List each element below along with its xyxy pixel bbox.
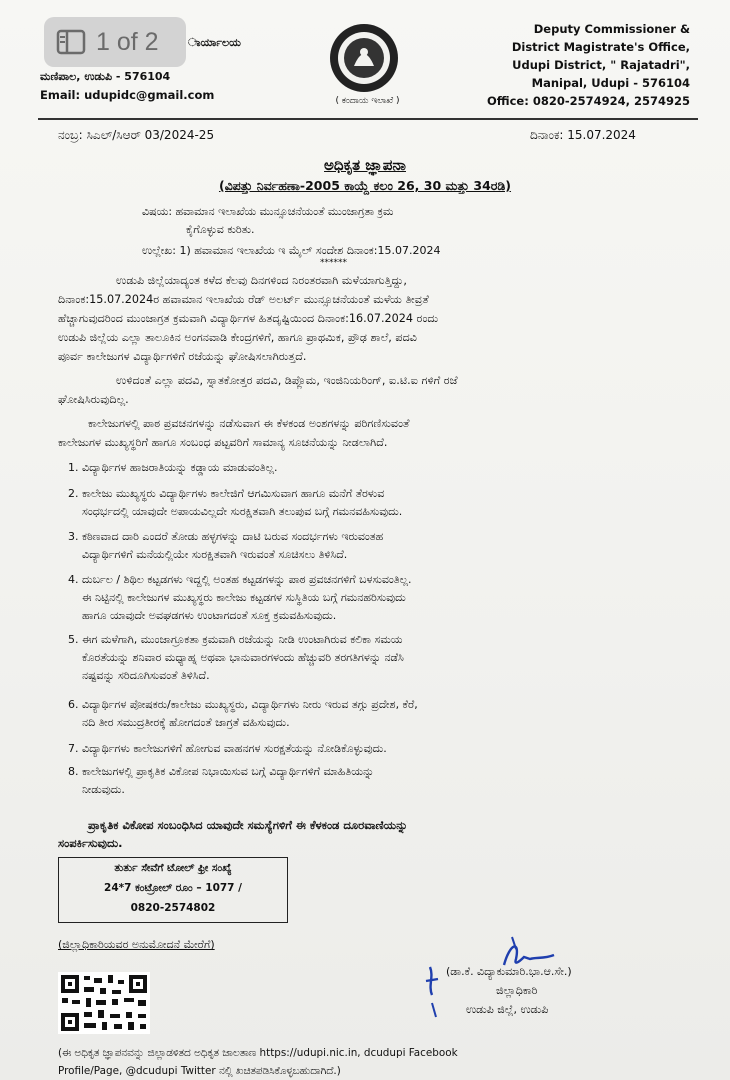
- header-line: Deputy Commissioner &: [533, 22, 690, 36]
- reference-number: ನಂಬ್ರ: ಸಿಎಲ್/ಸಿಆರ್ 03/2024-25: [58, 128, 215, 142]
- paragraph-line: ಕಾಲೇಜುಗಳಲ್ಲಿ ಪಾಠ ಪ್ರವಚನಗಳನ್ನು ನಡೆಸುವಾಗ ಈ ಕೆಳಕಂಡ ಅಂಶಗಳನ್ನು ಪರಿಗಣಿಸುವಂತೆ: [88, 417, 410, 430]
- helpline-line: 0820-2574802: [130, 902, 216, 914]
- paragraph-2: [58, 371, 686, 409]
- signatory-block: [446, 962, 572, 1019]
- item-number: 5.: [68, 633, 79, 646]
- office-address: ಮಣಿಪಾಲ, ಉಡುಪಿ - 576104: [40, 70, 171, 83]
- paragraph-line: ಉಡುಪಿ ಜಿಲ್ಲೆಯಾದ್ಯಂತ ಕಳೆದ ಕೆಲವು ದಿನಗಳಿಂದ ನಿರಂತರವಾಗಿ ಮಳೆಯಾಗುತ್ತಿದ್ದು,: [116, 274, 407, 287]
- paragraph-line: ಹೆಚ್ಚಾಗುವುದರಿಂದ ಮುಂಜಾಗ್ರತ ಕ್ರಮವಾಗಿ ವಿದ್ಯಾರ್ಥಿಗಳ ಹಿತದೃಷ್ಟಿಯಿಂದ ದಿನಾಂಕ:16.07.2024 ರಂದು: [58, 312, 439, 325]
- signatory-designation: ಜಿಲ್ಲಾಧಿಕಾರಿ: [496, 984, 538, 997]
- list-item: [68, 485, 692, 521]
- paragraph-line: ಉಡುಪಿ ಜಿಲ್ಲೆಯ ಎಲ್ಲಾ ತಾಲೂಕಿನ ಅಂಗನವಾಡಿ ಕೇಂದ್ರಗಳಿಗೆ, ಹಾಗೂ ಪ್ರಾಥಮಿಕ, ಪ್ರೌಢ ಶಾಲೆ, ಪದವಿ: [58, 331, 418, 344]
- item-number: 2.: [68, 487, 79, 500]
- footer-line: Profile/Page, @dcudupi Twitter ನಲ್ಲಿ ಖಚಿತಪಡಿಸಿಕೊಳ್ಳಬಹುದಾಗಿದೆ.): [58, 1065, 341, 1077]
- item-line: ವಿದ್ಯಾರ್ಥಿಗಳಿಗೆ ಮನೆಯಲ್ಲಿಯೇ ಸುರಕ್ಷಿತವಾಗಿ ಇರುವಂತೆ ಸೂಚಿಸಲು ತಿಳಿಸಿದೆ.: [82, 548, 348, 561]
- header-divider: [38, 118, 698, 120]
- item-line: ಸಂಧರ್ಭದಲ್ಲಿ ಯಾವುದೇ ಅಪಾಯವಿಲ್ಲದೇ ಸುರಕ್ಷಿತವಾಗಿ ತಲುಪುವ ಬಗ್ಗೆ ಗಮನವಹಿಸುವುದು.: [82, 505, 403, 518]
- header-line: Office: 0820-2574924, 2574925: [487, 94, 690, 108]
- paragraph-line: ದಿನಾಂಕ:15.07.2024ರ ಹವಾಮಾನ ಇಲಾಖೆಯ ರೆಡ್ ಅಲರ್ಟ್ ಮುನ್ಸೂಚನೆಯಂತೆ ಮಳೆಯ ತೀವ್ರತೆ: [58, 293, 429, 306]
- office-name-fragment: ಾರ್ಯಾಲಯ: [188, 36, 241, 49]
- list-item: [68, 740, 692, 758]
- signatory-name: (ಡಾ.ಕೆ. ವಿದ್ಯಾಕುಮಾರಿ.ಭಾ.ಆ.ಸೇ.): [446, 965, 572, 978]
- item-number: 1.: [68, 461, 79, 474]
- memo-title: ಅಧಿಕೃತ ಜ್ಞಾಪನಾ: [324, 156, 406, 174]
- separator-stars: ******: [320, 258, 347, 268]
- subject-line: ವಿಷಯ: ಹವಾಮಾನ ಇಲಾಖೆಯ ಮುನ್ಸೂಚನೆಯಂತೆ ಮುಂಜಾಗ್ರತಾ ಕ್ರಮ: [142, 205, 394, 218]
- header-line: District Magistrate's Office,: [511, 40, 690, 54]
- subject-line: ಕೈಗೊಳ್ಳುವ ಕುರಿತು.: [186, 223, 255, 236]
- office-header-right: [487, 20, 690, 110]
- paragraph-line: ಉಳಿದಂತೆ ಎಲ್ಲಾ ಪದವಿ, ಸ್ನಾತಕೋತ್ತರ ಪದವಿ, ಡಿಪ್ಲೊಮ, ಇಂಜಿನಿಯರಿಂಗ್, ಐ.ಟಿ.ಐ ಗಳಿಗೆ ರಜೆ: [116, 374, 458, 387]
- qr-code-icon[interactable]: [58, 972, 150, 1034]
- helpline-line: 24*7 ಕಂಟ್ರೋಲ್ ರೂಂ – 1077 /: [104, 882, 242, 894]
- header-line: Manipal, Udupi - 576104: [531, 76, 690, 90]
- item-line: ಕಾಲೇಜುಗಳಲ್ಲಿ ಪ್ರಾಕೃತಿಕ ವಿಕೋಪ ನಿಭಾಯಿಸುವ ಬಗ್ಗೆ ವಿದ್ಯಾರ್ಥಿಗಳಿಗೆ ಮಾಹಿತಿಯನ್ನು: [82, 765, 375, 778]
- office-email: Email: udupidc@gmail.com: [40, 88, 215, 102]
- item-number: 4.: [68, 573, 79, 586]
- page-layout-icon: [56, 29, 86, 55]
- paragraph-1: [58, 271, 686, 366]
- item-line: ಕೊರತೆಯನ್ನು ಶನಿವಾರ ಮಧ್ಯಾಹ್ನ ಅಥವಾ ಭಾನುವಾರಗಳಂದು ಹೆಚ್ಚುವರಿ ತರಗತಿಗಳನ್ನು ನಡೆಸಿ: [82, 651, 404, 664]
- item-line: ವಿದ್ಯಾರ್ಥಿಗಳು ಕಾಲೇಜುಗಳಿಗೆ ಹೋಗುವ ವಾಹನಗಳ ಸುರಕ್ಷತೆಯನ್ನು ನೋಡಿಕೊಳ್ಳುವುದು.: [82, 742, 387, 755]
- item-line: ಈಗ ಮಳೆಗಾಗಿ, ಮುಂಜಾಗ್ರೂಕತಾ ಕ್ರಮವಾಗಿ ರಜೆಯನ್ನು ನೀಡಿ ಉಂಟಾಗಿರುವ ಕಲಿಕಾ ಸಮಯ: [82, 633, 403, 646]
- item-number: 7.: [68, 742, 79, 755]
- header-line: Udupi District, " Rajatadri",: [512, 58, 690, 72]
- list-item: [68, 571, 692, 625]
- list-item: [68, 459, 692, 477]
- item-number: 6.: [68, 698, 79, 711]
- approval-note: (ಜಿಲ್ಲಾಧಿಕಾರಿಯವರ ಅನುಮೋದನೆ ಮೇರೆಗೆ): [58, 938, 215, 951]
- item-line: ಕಠಿಣವಾದ ದಾರಿ ಎಂದರೆ ತೋಡು ಹಳ್ಳಗಳನ್ನು ದಾಟಿ ಬರುವ ಸಂದರ್ಭಗಳು ಇರುವಂತಹ: [82, 530, 384, 543]
- item-line: ವಿದ್ಯಾರ್ಥಿಗಳ ಪೋಷಕರು/ಕಾಲೇಜು ಮುಖ್ಯಸ್ಥರು, ವಿದ್ಯಾರ್ಥಿಗಳು ನೀರು ಇರುವ ತಗ್ಗು ಪ್ರದೇಶ, ಕೆರೆ,: [82, 698, 418, 711]
- contact-line: ಸಂಪರ್ಕಿಸುವುದು.: [58, 836, 123, 850]
- reference-date: ದಿನಾಂಕ: 15.07.2024: [530, 128, 636, 142]
- page-indicator-text: 1 of 2: [96, 27, 159, 56]
- list-item: [68, 631, 692, 685]
- list-item: [68, 763, 692, 799]
- helpline-line: ತುರ್ತು ಸೇವೆಗೆ ಟೋಲ್ ಫ್ರೀ ಸಂಖ್ಯೆ: [114, 862, 232, 874]
- contact-note: [58, 816, 688, 852]
- subject: [142, 203, 440, 260]
- page-indicator[interactable]: [44, 17, 186, 67]
- paragraph-3: [58, 414, 686, 452]
- contact-line: ಪ್ರಾಕೃತಿಕ ವಿಕೋಪ ಸಂಬಂಧಿಸಿದ ಯಾವುದೇ ಸಮಸ್ಯೆಗಳಿಗೆ ಈ ಕೆಳಕಂಡ ದೂರವಾಣಿಯನ್ನು: [88, 818, 408, 832]
- list-item: [68, 696, 692, 732]
- signatory-district: ಉಡುಪಿ ಜಿಲ್ಲೆ, ಉಡುಪಿ: [466, 1003, 549, 1016]
- item-line: ವಿದ್ಯಾರ್ಥಿಗಳ ಹಾಜರಾತಿಯನ್ನು ಕಡ್ಡಾಯ ಮಾಡುವಂತಿಲ್ಲ.: [82, 461, 278, 474]
- item-number: 8.: [68, 765, 79, 778]
- item-number: 3.: [68, 530, 79, 543]
- reference-line: ಉಲ್ಲೇಖ: 1) ಹವಾಮಾನ ಇಲಾಖೆಯ ಇ ಮೈಲ್ ಸಂದೇಶ ದಿನಾಂಕ:15.07.2024: [142, 244, 441, 257]
- paragraph-line: ಘೋಷಿಸಿರುವುದಿಲ್ಲ.: [58, 393, 129, 406]
- paragraph-line: ಪೂರ್ವ ಕಾಲೇಜುಗಳ ವಿದ್ಯಾರ್ಥಿಗಳಿಗೆ ರಜೆಯನ್ನು ಘೋಷಿಸಲಾಗಿರುತ್ತದೆ.: [58, 350, 307, 363]
- item-line: ದುರ್ಬಲ / ಶಿಥಿಲ ಕಟ್ಟಡಗಳು ಇದ್ದಲ್ಲಿ ಅಂತಹ ಕಟ್ಟಡಗಳನ್ನು ಪಾಠ ಪ್ರವಚನಗಳಿಗೆ ಬಳಸುವಂತಿಲ್ಲ.: [82, 573, 412, 586]
- paragraph-line: ಕಾಲೇಜುಗಳ ಮುಖ್ಯಸ್ಥರಿಗೆ ಹಾಗೂ ಸಂಬಂಧ ಪಟ್ಟವರಿಗೆ ಸಾಮಾನ್ಯ ಸೂಚನೆಯನ್ನು ನೀಡಲಾಗಿದೆ.: [58, 436, 388, 449]
- item-line: ನಷ್ಟವನ್ನು ಸರಿದೂಗಿಸುವಂತೆ ತಿಳಿಸಿದೆ.: [82, 669, 210, 682]
- footer-note: [58, 1044, 698, 1080]
- item-line: ಹಾಗೂ ಯಾವುದೇ ಅವಘಡಗಳು ಉಂಟಾಗದಂತೆ ಸೂಕ್ತ ಕ್ರಮವಹಿಸುವುದು.: [82, 609, 337, 622]
- item-line: ಕಾಲೇಜು ಮುಖ್ಯಸ್ಥರು ವಿದ್ಯಾರ್ಥಿಗಳು ಕಾಲೇಜಿಗೆ ಆಗಮಿಸುವಾಗ ಹಾಗೂ ಮನೆಗೆ ತೆರಳುವ: [82, 487, 385, 500]
- emblem-caption: ( ಕಂದಾಯ ಇಲಾಖೆ ): [335, 96, 400, 106]
- karnataka-emblem-icon: [328, 22, 400, 94]
- footer-line: (ಈ ಅಧಿಕೃತ ಜ್ಞಾಪನವನ್ನು ಜಿಲ್ಲಾಡಳಿತದ ಅಧಿಕೃತ ಜಾಲತಾಣ https://udupi.nic.in, dcudupi Facebook: [58, 1047, 458, 1059]
- item-line: ನೀಡುವುದು.: [82, 783, 125, 796]
- item-line: ಈ ನಿಟ್ಟಿನಲ್ಲಿ ಕಾಲೇಜುಗಳ ಮುಖ್ಯಸ್ಥರು ಕಾಲೇಜು ಕಟ್ಟಡಗಳ ಸುಸ್ಥಿತಿಯ ಬಗ್ಗೆ ಗಮನಹರಿಸುವುದು: [82, 591, 406, 604]
- helpline-box: [58, 857, 288, 923]
- memo-subtitle: (ವಿಪತ್ತು ನಿರ್ವಹಣಾ-2005 ಕಾಯ್ದೆ ಕಲಂ 26, 30 ಮತ್ತು 34ರಡಿ): [218, 178, 512, 193]
- item-line: ನದಿ ತೀರ ಸಮುದ್ರತೀರಕ್ಕೆ ಹೋಗದಂತೆ ಜಾಗ್ರತೆ ವಹಿಸುವುದು.: [82, 716, 290, 729]
- list-item: [68, 528, 692, 564]
